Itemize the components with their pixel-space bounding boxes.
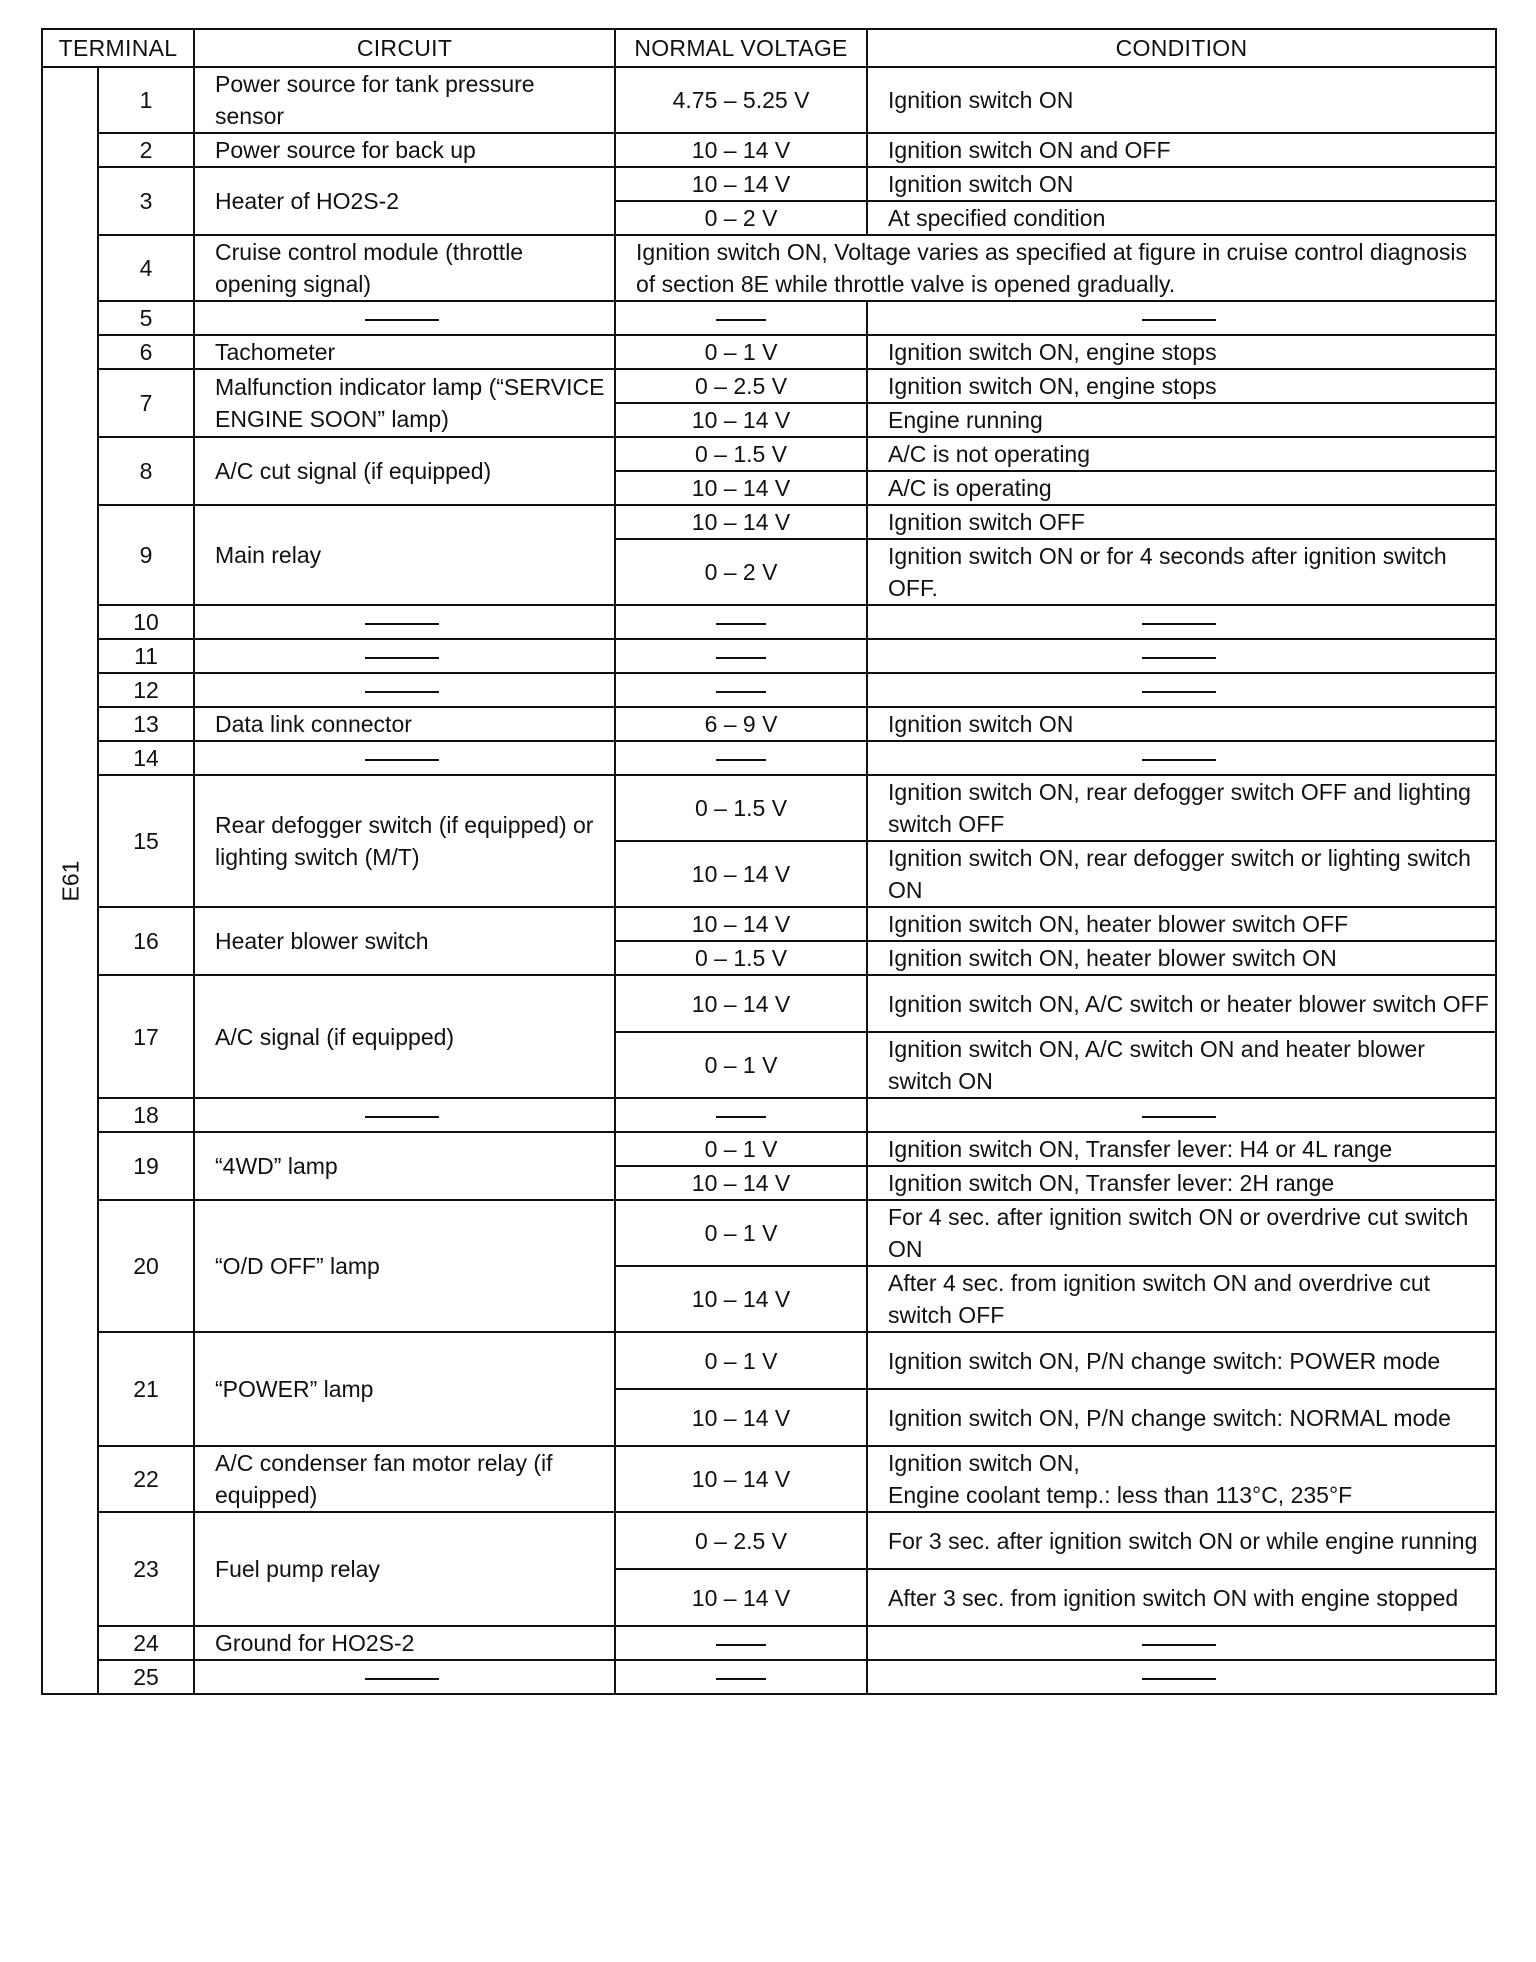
condition-text: Ignition switch ON, rear defogger switch or lighting switch ON <box>867 841 1496 907</box>
condition-text: Ignition switch ON, Transfer lever: 2H range <box>867 1166 1496 1200</box>
voltage-value: 10 – 14 V <box>615 403 867 437</box>
table-row <box>42 167 1496 201</box>
circuit-cell <box>194 639 615 673</box>
condition-text: For 4 sec. after ignition switch ON or overdrive cut switch ON <box>867 1200 1496 1266</box>
terminal-number: 25 <box>98 1660 194 1694</box>
condition-text: Ignition switch ON <box>867 707 1496 741</box>
voltage-value: 6 – 9 V <box>615 707 867 741</box>
voltage-value: 0 – 1.5 V <box>615 775 867 841</box>
table-row <box>42 235 1496 301</box>
voltage-value: 0 – 2.5 V <box>615 369 867 403</box>
table-row <box>42 1512 1496 1569</box>
terminal-number: 5 <box>98 301 194 335</box>
condition-dash <box>1142 657 1216 659</box>
voltage-cell <box>615 741 867 775</box>
terminal-number: 1 <box>98 67 194 133</box>
terminal-number: 6 <box>98 335 194 369</box>
circuit-cell <box>194 707 615 741</box>
connector-cell <box>42 67 98 1694</box>
circuit-name: Heater of HO2S-2 <box>215 188 400 214</box>
condition-text: Ignition switch ON, Engine coolant temp.: less than 113°C, 235°F <box>867 1446 1496 1512</box>
condition-text: Ignition switch ON, P/N change switch: POWER mode <box>867 1332 1496 1389</box>
condition-dash <box>1142 759 1216 761</box>
voltage-value: 10 – 14 V <box>615 1166 867 1200</box>
table-row <box>42 369 1496 403</box>
circuit-name: Cruise control module (throttle opening signal) <box>215 239 524 297</box>
table-row <box>42 1200 1496 1266</box>
terminal-number: 20 <box>98 1200 194 1332</box>
voltage-dash <box>716 657 766 659</box>
terminal-number: 23 <box>98 1512 194 1626</box>
table-row <box>42 975 1496 1032</box>
circuit-cell <box>194 235 615 301</box>
table-row <box>42 1446 1496 1512</box>
circuit-cell <box>194 335 615 369</box>
circuit-name: Ground for HO2S-2 <box>215 1630 415 1656</box>
voltage-value: 10 – 14 V <box>615 975 867 1032</box>
circuit-cell <box>194 907 615 975</box>
condition-dash <box>1142 1678 1216 1680</box>
condition-text: After 3 sec. from ignition switch ON with engine stopped <box>867 1569 1496 1626</box>
circuit-cell <box>194 741 615 775</box>
table-row <box>42 907 1496 941</box>
voltage-cell <box>615 1098 867 1132</box>
circuit-dash <box>365 657 439 659</box>
circuit-cell <box>194 1660 615 1694</box>
condition-text: A/C is not operating <box>867 437 1496 471</box>
voltage-cell <box>615 1626 867 1660</box>
condition-text: Ignition switch ON, engine stops <box>867 369 1496 403</box>
terminal-number: 2 <box>98 133 194 167</box>
terminal-number: 18 <box>98 1098 194 1132</box>
condition-dash <box>1142 691 1216 693</box>
terminal-number: 17 <box>98 975 194 1098</box>
combined-voltage-condition: Ignition switch ON, Voltage varies as specified at figure in cruise control diagnosis of section 8E while throttle valve is opened gradually. <box>615 235 1496 301</box>
voltage-value: 10 – 14 V <box>615 471 867 505</box>
circuit-dash <box>365 1678 439 1680</box>
voltage-dash <box>716 319 766 321</box>
terminal-header: TERMINAL <box>42 29 194 67</box>
circuit-name: Power source for tank pressure sensor <box>215 71 535 129</box>
voltage-value: 10 – 14 V <box>615 907 867 941</box>
circuit-cell <box>194 437 615 505</box>
voltage-value: 10 – 14 V <box>615 1569 867 1626</box>
condition-dash <box>1142 1116 1216 1118</box>
circuit-cell <box>194 301 615 335</box>
circuit-cell <box>194 975 615 1098</box>
table-row <box>42 133 1496 167</box>
table-row <box>42 505 1496 539</box>
circuit-name: “4WD” lamp <box>215 1153 338 1179</box>
condition-text: At specified condition <box>867 201 1496 235</box>
condition-text: Ignition switch ON, engine stops <box>867 335 1496 369</box>
table-row <box>42 639 1496 673</box>
table-row <box>42 1660 1496 1694</box>
voltage-value: 0 – 1.5 V <box>615 941 867 975</box>
condition-cell <box>867 605 1496 639</box>
circuit-cell <box>194 505 615 605</box>
table-row <box>42 673 1496 707</box>
terminal-number: 12 <box>98 673 194 707</box>
table-row <box>42 437 1496 471</box>
circuit-dash <box>365 691 439 693</box>
circuit-name: Tachometer <box>215 339 336 365</box>
connector-label: E61 <box>57 860 83 901</box>
voltage-value: 0 – 2.5 V <box>615 1512 867 1569</box>
circuit-name: Main relay <box>215 542 322 568</box>
condition-text: Ignition switch ON <box>867 67 1496 133</box>
voltage-value: 0 – 1 V <box>615 1200 867 1266</box>
terminal-number: 3 <box>98 167 194 235</box>
circuit-cell <box>194 167 615 235</box>
voltage-value: 10 – 14 V <box>615 841 867 907</box>
condition-text: Ignition switch ON, P/N change switch: NORMAL mode <box>867 1389 1496 1446</box>
terminal-number: 22 <box>98 1446 194 1512</box>
circuit-name: A/C condenser fan motor relay (if equipped) <box>215 1450 553 1508</box>
condition-cell <box>867 301 1496 335</box>
table-row <box>42 67 1496 133</box>
voltage-cell <box>615 605 867 639</box>
condition-cell <box>867 741 1496 775</box>
table-row <box>42 707 1496 741</box>
voltage-value: 10 – 14 V <box>615 505 867 539</box>
circuit-dash <box>365 1116 439 1118</box>
table-row <box>42 301 1496 335</box>
condition-cell <box>867 639 1496 673</box>
terminal-number: 13 <box>98 707 194 741</box>
condition-header: CONDITION <box>867 29 1496 67</box>
voltage-value: 0 – 2 V <box>615 201 867 235</box>
circuit-cell <box>194 369 615 437</box>
voltage-cell <box>615 1660 867 1694</box>
condition-cell <box>867 1660 1496 1694</box>
circuit-name: Malfunction indicator lamp (“SERVICE ENGINE SOON” lamp) <box>215 374 605 432</box>
table-row <box>42 741 1496 775</box>
condition-text: Ignition switch ON, heater blower switch OFF <box>867 907 1496 941</box>
terminal-number: 15 <box>98 775 194 907</box>
condition-text: Engine running <box>867 403 1496 437</box>
terminal-voltage-table-sheet <box>41 28 1495 1695</box>
voltage-value: 0 – 1.5 V <box>615 437 867 471</box>
table-row <box>42 1626 1496 1660</box>
voltage-value: 0 – 2 V <box>615 539 867 605</box>
circuit-name: “POWER” lamp <box>215 1376 374 1402</box>
circuit-name: “O/D OFF” lamp <box>215 1253 380 1279</box>
voltage-value: 10 – 14 V <box>615 133 867 167</box>
normal-voltage-header: NORMAL VOLTAGE <box>615 29 867 67</box>
voltage-value: 10 – 14 V <box>615 167 867 201</box>
terminal-number: 24 <box>98 1626 194 1660</box>
header-row <box>42 29 1496 67</box>
voltage-cell <box>615 301 867 335</box>
condition-text: After 4 sec. from ignition switch ON and overdrive cut switch OFF <box>867 1266 1496 1332</box>
voltage-dash <box>716 1644 766 1646</box>
condition-text: Ignition switch ON and OFF <box>867 133 1496 167</box>
voltage-dash <box>716 691 766 693</box>
circuit-name: Fuel pump relay <box>215 1556 380 1582</box>
terminal-number: 7 <box>98 369 194 437</box>
condition-cell <box>867 1626 1496 1660</box>
terminal-number: 11 <box>98 639 194 673</box>
voltage-value: 10 – 14 V <box>615 1389 867 1446</box>
circuit-name: Heater blower switch <box>215 928 429 954</box>
condition-text: Ignition switch ON, rear defogger switch OFF and lighting switch OFF <box>867 775 1496 841</box>
circuit-cell <box>194 605 615 639</box>
circuit-name: A/C signal (if equipped) <box>215 1023 455 1050</box>
terminal-number: 21 <box>98 1332 194 1446</box>
voltage-value: 10 – 14 V <box>615 1446 867 1512</box>
circuit-cell <box>194 1332 615 1446</box>
table-body <box>42 67 1496 1694</box>
table-row <box>42 1098 1496 1132</box>
terminal-number: 9 <box>98 505 194 605</box>
condition-text: Ignition switch ON, A/C switch ON and heater blower switch ON <box>867 1032 1496 1098</box>
condition-text: Ignition switch ON, A/C switch or heater blower switch OFF <box>867 975 1496 1032</box>
circuit-name: Data link connector <box>215 711 412 737</box>
terminal-number: 8 <box>98 437 194 505</box>
voltage-dash <box>716 623 766 625</box>
voltage-cell <box>615 639 867 673</box>
condition-text: A/C is operating <box>867 471 1496 505</box>
circuit-cell <box>194 775 615 907</box>
voltage-value: 0 – 1 V <box>615 1032 867 1098</box>
table-row <box>42 335 1496 369</box>
terminal-number: 10 <box>98 605 194 639</box>
terminal-number: 19 <box>98 1132 194 1200</box>
circuit-cell <box>194 1626 615 1660</box>
table-row <box>42 605 1496 639</box>
voltage-dash <box>716 759 766 761</box>
circuit-dash <box>365 319 439 321</box>
circuit-name: A/C cut signal (if equipped) <box>215 458 492 484</box>
terminal-number: 14 <box>98 741 194 775</box>
terminal-number: 4 <box>98 235 194 301</box>
table-row <box>42 1332 1496 1389</box>
circuit-name: Rear defogger switch (if equipped) or lighting switch (M/T) <box>215 812 594 870</box>
circuit-dash <box>365 623 439 625</box>
condition-text: Ignition switch ON, heater blower switch ON <box>867 941 1496 975</box>
condition-text: Ignition switch ON <box>867 167 1496 201</box>
terminal-number: 16 <box>98 907 194 975</box>
condition-dash <box>1142 1644 1216 1646</box>
voltage-cell <box>615 673 867 707</box>
voltage-dash <box>716 1678 766 1680</box>
table-row <box>42 775 1496 841</box>
condition-cell <box>867 673 1496 707</box>
condition-text: Ignition switch OFF <box>867 505 1496 539</box>
circuit-dash <box>365 759 439 761</box>
table-row <box>42 1132 1496 1166</box>
condition-cell <box>867 1098 1496 1132</box>
voltage-dash <box>716 1116 766 1118</box>
voltage-value: 0 – 1 V <box>615 1332 867 1389</box>
voltage-value: 0 – 1 V <box>615 1132 867 1166</box>
circuit-cell <box>194 1200 615 1332</box>
circuit-name: Power source for back up <box>215 137 476 163</box>
circuit-cell <box>194 1098 615 1132</box>
circuit-header: CIRCUIT <box>194 29 615 67</box>
voltage-value: 4.75 – 5.25 V <box>615 67 867 133</box>
terminal-voltage-table <box>41 28 1497 1695</box>
circuit-cell <box>194 673 615 707</box>
circuit-cell <box>194 1132 615 1200</box>
voltage-value: 10 – 14 V <box>615 1266 867 1332</box>
circuit-cell <box>194 67 615 133</box>
condition-dash <box>1142 623 1216 625</box>
condition-text: For 3 sec. after ignition switch ON or while engine running <box>867 1512 1496 1569</box>
voltage-value: 0 – 1 V <box>615 335 867 369</box>
condition-dash <box>1142 319 1216 321</box>
circuit-cell <box>194 133 615 167</box>
circuit-cell <box>194 1446 615 1512</box>
condition-text: Ignition switch ON, Transfer lever: H4 or 4L range <box>867 1132 1496 1166</box>
circuit-cell <box>194 1512 615 1626</box>
condition-text: Ignition switch ON or for 4 seconds after ignition switch OFF. <box>867 539 1496 605</box>
